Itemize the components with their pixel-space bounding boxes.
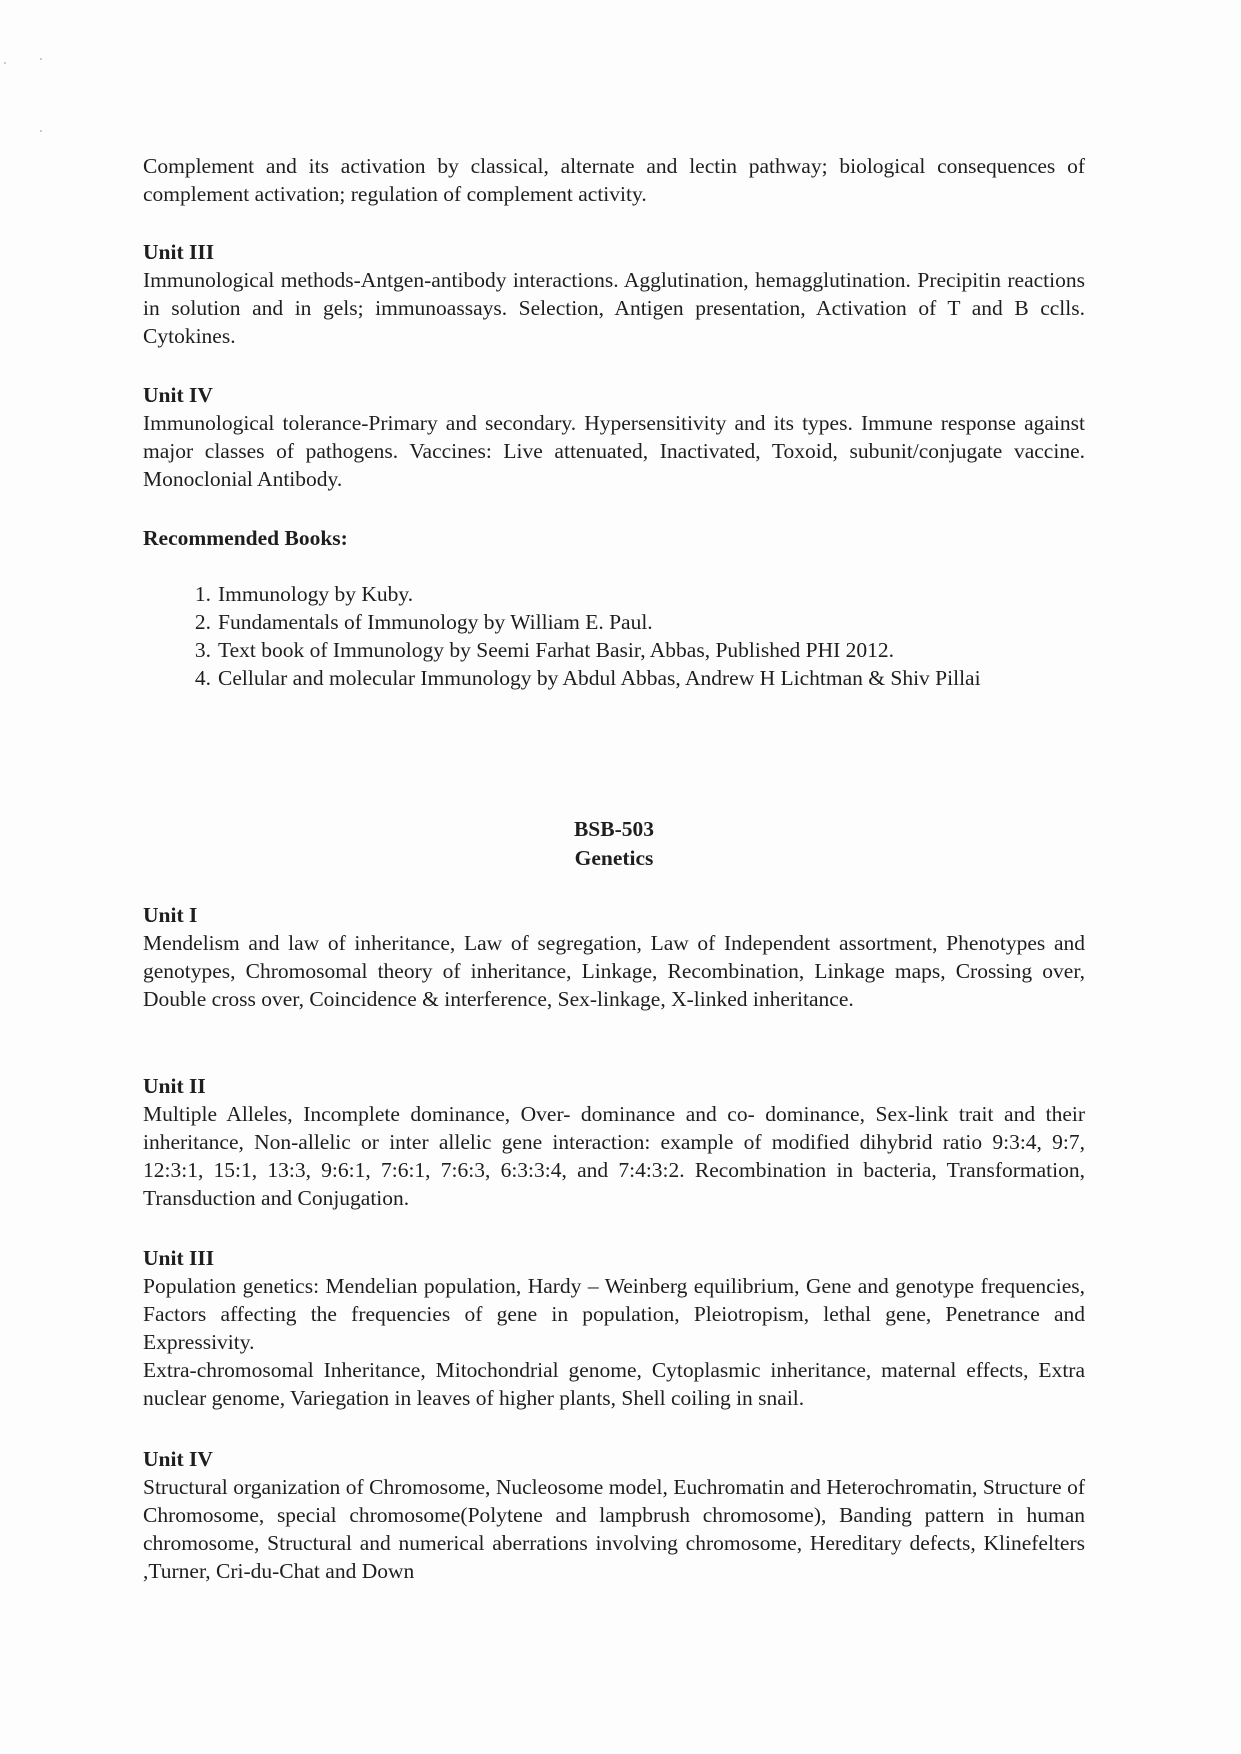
books-title: Recommended Books: — [143, 526, 348, 550]
list-number: 1. — [194, 582, 211, 606]
course-code: BSB-503 — [573, 817, 655, 841]
book-title: Immunology by Kuby. — [218, 582, 414, 606]
unit-text: Multiple Alleles, Incomplete dominance, Over- dominance and co- dominance, Sex-link trait and their inheritance, Non-allelic or inter allelic gene interaction: example of modified dihybrid ratio 9:3:4, 9:7, 12:3:1, 15:1, 13:3, 9:6:1, 7:6:1, 7:6:3, 6:3:3:4, and 7:4:3:2. Recombination in bacteria, Transformation, Transduction and Conjugation. — [143, 1102, 1085, 1210]
scan-artifact — [40, 130, 42, 132]
list-item — [143, 664, 1085, 692]
list-number: 2. — [194, 610, 211, 634]
unit-text: Extra-chromosomal Inheritance, Mitochondrial genome, Cytoplasmic inheritance, maternal effects, Extra nuclear genome, Variegation in leaves of higher plants, Shell coiling in snail. — [143, 1358, 1085, 1410]
unit-text: Population genetics: Mendelian population, Hardy – Weinberg equilibrium, Gene and genotype frequencies, Factors affecting the frequencies of gene in population, Pleiotropism, lethal gene, Penetrance and Expressivity. — [143, 1274, 1085, 1354]
book-title: Text book of Immunology by Seemi Farhat Basir, Abbas, Published PHI 2012. — [218, 638, 895, 662]
unit-text: Immunological methods-Antgen-antibody interactions. Agglutination, hemagglutination. Precipitin reactions in solution and in gels; immunoassays. Selection, Antigen presentation, Activation of T and B cclls. Cytokines. — [143, 268, 1085, 348]
genetics-unit-3 — [143, 1244, 1085, 1412]
immunology-unit-4 — [143, 381, 1085, 493]
intro-paragraph: Complement and its activation by classical, alternate and lectin pathway; biological consequences of complement activation; regulation of complement activity. — [143, 154, 1085, 206]
unit-heading: Unit III — [143, 240, 215, 264]
unit-text: Immunological tolerance-Primary and secondary. Hypersensitivity and its types. Immune response against major classes of pathogens. Vaccines: Live attenuated, Inactivated, Toxoid, subunit/conjugate vaccine. Monoclonial Antibody. — [143, 411, 1085, 491]
list-item — [143, 608, 1085, 636]
scan-artifact — [4, 62, 6, 64]
course-title: Genetics — [574, 846, 654, 870]
unit-text: Structural organization of Chromosome, Nucleosome model, Euchromatin and Heterochromatin, Structure of Chromosome, special chromosome(Polytene and lampbrush chromosome), Banding pattern in human chromosome, Structural and numerical aberrations involving chromosome, Hereditary defects, Klinefelters ,Turner, Cri-du-Chat and Down — [143, 1475, 1085, 1583]
unit-text: Mendelism and law of inheritance, Law of segregation, Law of Independent assortment, Phenotypes and genotypes, Chromosomal theory of inheritance, Linkage, Recombination, Linkage maps, Crossing over, Double cross over, Coincidence & interference, Sex-linkage, X-linked inheritance. — [143, 931, 1085, 1011]
recommended-books-section — [143, 524, 1085, 692]
list-number: 4. — [194, 666, 211, 690]
immunology-unit-3 — [143, 238, 1085, 350]
list-item — [143, 580, 1085, 608]
scan-artifact — [40, 58, 42, 60]
unit-heading: Unit I — [143, 903, 198, 927]
list-item — [143, 636, 1085, 664]
unit-heading: Unit IV — [143, 383, 213, 407]
genetics-unit-2 — [143, 1072, 1085, 1212]
unit-heading: Unit II — [143, 1074, 206, 1098]
book-title: Fundamentals of Immunology by William E. Paul. — [218, 610, 653, 634]
book-title: Cellular and molecular Immunology by Abdul Abbas, Andrew H Lichtman & Shiv Pillai — [218, 666, 981, 690]
books-list — [143, 580, 1085, 692]
genetics-unit-4 — [143, 1445, 1085, 1585]
intro-section — [143, 152, 1085, 208]
unit-heading: Unit III — [143, 1246, 215, 1270]
unit-heading: Unit IV — [143, 1447, 213, 1471]
list-number: 3. — [194, 638, 211, 662]
genetics-unit-1 — [143, 901, 1085, 1013]
